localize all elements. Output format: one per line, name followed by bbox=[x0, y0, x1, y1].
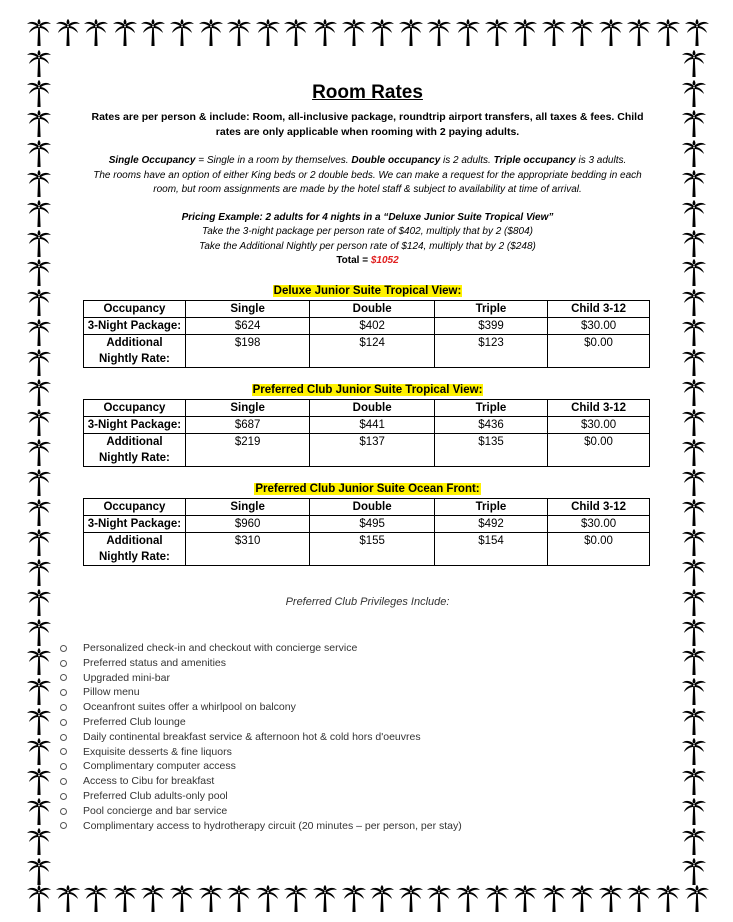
table-cell: $0.00 bbox=[548, 433, 650, 466]
palm-tree-icon bbox=[512, 885, 538, 913]
list-item bbox=[60, 656, 462, 671]
table-cell: $123 bbox=[434, 334, 547, 367]
privilege-text: Pillow menu bbox=[83, 686, 140, 699]
palm-tree-icon bbox=[398, 19, 424, 47]
column-header: Triple bbox=[434, 399, 547, 416]
row-label: Additional Nightly Rate: bbox=[84, 532, 186, 565]
palm-tree-icon bbox=[681, 798, 707, 826]
table-cell: $402 bbox=[310, 317, 435, 334]
palm-tree-icon bbox=[626, 885, 652, 913]
palm-tree-icon bbox=[626, 19, 652, 47]
palm-tree-icon bbox=[26, 798, 52, 826]
table-header-row bbox=[84, 399, 650, 416]
circle-bullet-icon bbox=[60, 748, 67, 755]
palm-tree-icon bbox=[26, 259, 52, 287]
palm-tree-icon bbox=[681, 678, 707, 706]
list-item bbox=[60, 700, 462, 715]
privilege-text: Complimentary computer access bbox=[83, 760, 236, 773]
row-label: Additional Nightly Rate: bbox=[84, 433, 186, 466]
palm-tree-icon bbox=[26, 648, 52, 676]
list-item bbox=[60, 819, 462, 834]
table-cell: $0.00 bbox=[548, 532, 650, 565]
column-header: Child 3-12 bbox=[548, 498, 650, 515]
palm-tree-icon bbox=[26, 170, 52, 198]
palm-tree-icon bbox=[455, 885, 481, 913]
palm-tree-icon bbox=[569, 19, 595, 47]
palm-tree-icon bbox=[369, 885, 395, 913]
palm-tree-icon bbox=[140, 885, 166, 913]
table-cell: $219 bbox=[185, 433, 310, 466]
table-header-row bbox=[84, 498, 650, 515]
palm-tree-icon bbox=[655, 19, 681, 47]
column-header: Triple bbox=[434, 300, 547, 317]
pricing-example-line-2: Take the Additional Nightly per person rate of $124, multiply that by 2 ($248) bbox=[199, 240, 536, 252]
row-label: 3-Night Package: bbox=[84, 317, 186, 334]
table-cell: $30.00 bbox=[548, 416, 650, 433]
column-header: Child 3-12 bbox=[548, 399, 650, 416]
circle-bullet-icon bbox=[60, 660, 67, 667]
palm-tree-icon bbox=[83, 19, 109, 47]
palm-tree-icon bbox=[26, 559, 52, 587]
palm-tree-icon bbox=[541, 885, 567, 913]
palm-tree-icon bbox=[283, 885, 309, 913]
palm-tree-icon bbox=[226, 885, 252, 913]
palm-tree-icon bbox=[681, 469, 707, 497]
circle-bullet-icon bbox=[60, 674, 67, 681]
palm-tree-icon bbox=[341, 885, 367, 913]
triple-occupancy-text: is 3 adults. bbox=[575, 155, 627, 166]
suite-title bbox=[80, 479, 655, 497]
palm-tree-icon bbox=[455, 19, 481, 47]
privileges-list bbox=[60, 641, 462, 833]
privilege-text: Pool concierge and bar service bbox=[83, 804, 228, 817]
palm-tree-icon bbox=[681, 110, 707, 138]
column-header: Single bbox=[185, 498, 310, 515]
column-header: Triple bbox=[434, 498, 547, 515]
palm-tree-icon bbox=[681, 349, 707, 377]
palm-tree-icon bbox=[26, 858, 52, 886]
pricing-example-total bbox=[336, 255, 398, 266]
column-header: Occupancy bbox=[84, 399, 186, 416]
table-cell: $30.00 bbox=[548, 515, 650, 532]
privilege-text: Daily continental breakfast service & afternoon hot & cold hors d'oeuvres bbox=[83, 730, 421, 743]
palm-tree-icon bbox=[398, 885, 424, 913]
palm-tree-icon bbox=[681, 648, 707, 676]
list-item bbox=[60, 745, 462, 760]
table-header-row bbox=[84, 300, 650, 317]
suite-title bbox=[80, 380, 655, 398]
column-header: Double bbox=[310, 498, 435, 515]
privileges-title: Preferred Club Privileges Include: bbox=[285, 595, 450, 608]
list-item bbox=[60, 671, 462, 686]
table-row bbox=[84, 532, 650, 565]
table-cell: $154 bbox=[434, 532, 547, 565]
list-item bbox=[60, 759, 462, 774]
palm-tree-icon bbox=[255, 19, 281, 47]
palm-tree-icon bbox=[26, 50, 52, 78]
palm-tree-icon bbox=[684, 885, 710, 913]
circle-bullet-icon bbox=[60, 808, 67, 815]
rate-table bbox=[83, 498, 650, 566]
total-label: Total = bbox=[336, 255, 371, 266]
privilege-text: Access to Cibu for breakfast bbox=[83, 775, 215, 788]
column-header: Single bbox=[185, 300, 310, 317]
privilege-text: Exquisite desserts & fine liquors bbox=[83, 745, 232, 758]
table-cell: $137 bbox=[310, 433, 435, 466]
palm-tree-icon bbox=[681, 439, 707, 467]
circle-bullet-icon bbox=[60, 645, 67, 652]
palm-tree-icon bbox=[681, 50, 707, 78]
palm-tree-icon bbox=[26, 619, 52, 647]
palm-tree-icon bbox=[26, 379, 52, 407]
page-title: Room Rates bbox=[312, 82, 423, 103]
suite-title-text: Preferred Club Junior Suite Tropical View: bbox=[252, 383, 483, 396]
column-header: Occupancy bbox=[84, 498, 186, 515]
palm-tree-icon bbox=[681, 80, 707, 108]
suite-title bbox=[80, 281, 655, 299]
table-cell: $441 bbox=[310, 416, 435, 433]
palm-tree-icon bbox=[426, 19, 452, 47]
list-item bbox=[60, 685, 462, 700]
circle-bullet-icon bbox=[60, 763, 67, 770]
palm-tree-icon bbox=[83, 885, 109, 913]
palm-tree-icon bbox=[681, 140, 707, 168]
row-label: Additional Nightly Rate: bbox=[84, 334, 186, 367]
table-row bbox=[84, 317, 650, 334]
list-item bbox=[60, 789, 462, 804]
palm-tree-icon bbox=[681, 858, 707, 886]
suite-rate-tables bbox=[80, 281, 655, 566]
list-item bbox=[60, 715, 462, 730]
table-cell: $687 bbox=[185, 416, 310, 433]
row-label: 3-Night Package: bbox=[84, 416, 186, 433]
suite-title-text: Deluxe Junior Suite Tropical View: bbox=[273, 284, 462, 297]
palm-tree-icon bbox=[55, 19, 81, 47]
single-occupancy-label: Single Occupancy bbox=[108, 155, 196, 166]
palm-tree-icon bbox=[55, 885, 81, 913]
palm-tree-icon bbox=[26, 708, 52, 736]
circle-bullet-icon bbox=[60, 719, 67, 726]
palm-tree-icon bbox=[169, 19, 195, 47]
rate-table bbox=[83, 399, 650, 467]
palm-tree-icon bbox=[283, 19, 309, 47]
palm-tree-icon bbox=[426, 885, 452, 913]
table-row bbox=[84, 416, 650, 433]
palm-tree-icon bbox=[26, 319, 52, 347]
list-item bbox=[60, 641, 462, 656]
list-item bbox=[60, 730, 462, 745]
circle-bullet-icon bbox=[60, 778, 67, 785]
palm-tree-icon bbox=[681, 589, 707, 617]
palm-tree-icon bbox=[198, 19, 224, 47]
row-label: 3-Night Package: bbox=[84, 515, 186, 532]
column-header: Double bbox=[310, 300, 435, 317]
palm-tree-icon bbox=[26, 678, 52, 706]
palm-tree-icon bbox=[681, 619, 707, 647]
palm-tree-icon bbox=[681, 200, 707, 228]
privilege-text: Oceanfront suites offer a whirlpool on balcony bbox=[83, 701, 296, 714]
palm-tree-icon bbox=[681, 230, 707, 258]
table-cell: $399 bbox=[434, 317, 547, 334]
triple-occupancy-label: Triple occupancy bbox=[493, 155, 576, 166]
table-cell: $124 bbox=[310, 334, 435, 367]
palm-tree-icon bbox=[255, 885, 281, 913]
palm-tree-icon bbox=[312, 885, 338, 913]
palm-tree-icon bbox=[681, 319, 707, 347]
rate-table bbox=[83, 300, 650, 368]
palm-tree-icon bbox=[26, 768, 52, 796]
double-occupancy-label: Double occupancy bbox=[351, 155, 441, 166]
palm-tree-icon bbox=[26, 349, 52, 377]
table-cell: $198 bbox=[185, 334, 310, 367]
palm-tree-icon bbox=[140, 19, 166, 47]
palm-tree-icon bbox=[341, 19, 367, 47]
column-header: Double bbox=[310, 399, 435, 416]
palm-tree-icon bbox=[681, 529, 707, 557]
palm-tree-icon bbox=[112, 19, 138, 47]
table-cell: $960 bbox=[185, 515, 310, 532]
single-occupancy-text: = Single in a room by themselves. bbox=[195, 155, 352, 166]
palm-tree-icon bbox=[26, 469, 52, 497]
palm-tree-icon bbox=[681, 379, 707, 407]
circle-bullet-icon bbox=[60, 822, 67, 829]
palm-tree-icon bbox=[681, 170, 707, 198]
rates-intro: Rates are per person & include: Room, all-inclusive package, roundtrip airport transfers, all taxes & fees. Child rates are only applicable when rooming with 2 paying adults. bbox=[91, 111, 644, 138]
list-item bbox=[60, 804, 462, 819]
palm-tree-icon bbox=[512, 19, 538, 47]
palm-tree-icon bbox=[684, 19, 710, 47]
palm-tree-icon bbox=[26, 885, 52, 913]
table-cell: $155 bbox=[310, 532, 435, 565]
privilege-text: Preferred status and amenities bbox=[83, 656, 226, 669]
suite-title-text: Preferred Club Junior Suite Ocean Front: bbox=[255, 482, 480, 495]
palm-tree-icon bbox=[198, 885, 224, 913]
palm-tree-icon bbox=[26, 110, 52, 138]
palm-tree-icon bbox=[26, 439, 52, 467]
circle-bullet-icon bbox=[60, 704, 67, 711]
palm-tree-icon bbox=[655, 885, 681, 913]
circle-bullet-icon bbox=[60, 793, 67, 800]
palm-tree-icon bbox=[541, 19, 567, 47]
palm-tree-icon bbox=[112, 885, 138, 913]
palm-border-bottom bbox=[26, 884, 710, 914]
palm-tree-icon bbox=[681, 768, 707, 796]
palm-tree-icon bbox=[681, 559, 707, 587]
pricing-example bbox=[80, 211, 655, 269]
palm-tree-icon bbox=[26, 529, 52, 557]
table-cell: $0.00 bbox=[548, 334, 650, 367]
palm-tree-icon bbox=[681, 708, 707, 736]
pricing-example-lead: Pricing Example: 2 adults for 4 nights in a “Deluxe Junior Suite Tropical View” bbox=[181, 211, 554, 223]
privilege-text: Personalized check-in and checkout with concierge service bbox=[83, 642, 358, 654]
table-cell: $624 bbox=[185, 317, 310, 334]
table-cell: $135 bbox=[434, 433, 547, 466]
palm-tree-icon bbox=[569, 885, 595, 913]
table-cell: $310 bbox=[185, 532, 310, 565]
privilege-text: Complimentary access to hydrotherapy circuit (20 minutes – per person, per stay) bbox=[83, 819, 462, 832]
palm-tree-icon bbox=[26, 589, 52, 617]
palm-border-top bbox=[26, 18, 710, 48]
palm-tree-icon bbox=[26, 289, 52, 317]
rate-sheet bbox=[80, 78, 655, 608]
palm-tree-icon bbox=[312, 19, 338, 47]
occupancy-definitions bbox=[80, 154, 655, 198]
palm-tree-icon bbox=[26, 499, 52, 527]
palm-tree-icon bbox=[369, 19, 395, 47]
palm-tree-icon bbox=[26, 200, 52, 228]
column-header: Single bbox=[185, 399, 310, 416]
pricing-example-line-1: Take the 3-night package per person rate of $402, multiply that by 2 ($804) bbox=[202, 226, 533, 237]
palm-tree-icon bbox=[598, 885, 624, 913]
table-cell: $30.00 bbox=[548, 317, 650, 334]
bedding-note: The rooms have an option of either King beds or 2 double beds. We can make a request for the appropriate bedding in each room, but room assignments are made by the hotel staff & subject to availability at time of arrival. bbox=[93, 169, 642, 195]
palm-tree-icon bbox=[26, 80, 52, 108]
palm-tree-icon bbox=[484, 885, 510, 913]
palm-tree-icon bbox=[681, 409, 707, 437]
palm-tree-icon bbox=[26, 140, 52, 168]
table-cell: $492 bbox=[434, 515, 547, 532]
palm-tree-icon bbox=[681, 259, 707, 287]
privilege-text: Upgraded mini-bar bbox=[83, 671, 170, 684]
circle-bullet-icon bbox=[60, 689, 67, 696]
double-occupancy-text: is 2 adults. bbox=[440, 155, 494, 166]
palm-tree-icon bbox=[681, 499, 707, 527]
palm-tree-icon bbox=[226, 19, 252, 47]
palm-tree-icon bbox=[681, 738, 707, 766]
column-header: Child 3-12 bbox=[548, 300, 650, 317]
palm-border-right bbox=[679, 50, 709, 886]
palm-tree-icon bbox=[26, 19, 52, 47]
table-cell: $436 bbox=[434, 416, 547, 433]
table-row bbox=[84, 433, 650, 466]
table-row bbox=[84, 515, 650, 532]
palm-tree-icon bbox=[26, 230, 52, 258]
palm-tree-icon bbox=[26, 738, 52, 766]
palm-tree-icon bbox=[681, 289, 707, 317]
total-value: $1052 bbox=[370, 255, 399, 266]
palm-tree-icon bbox=[169, 885, 195, 913]
palm-tree-icon bbox=[26, 409, 52, 437]
palm-tree-icon bbox=[598, 19, 624, 47]
table-row bbox=[84, 334, 650, 367]
palm-tree-icon bbox=[26, 828, 52, 856]
palm-border-left bbox=[24, 50, 54, 886]
column-header: Occupancy bbox=[84, 300, 186, 317]
privilege-text: Preferred Club lounge bbox=[83, 715, 186, 728]
list-item bbox=[60, 774, 462, 789]
table-cell: $495 bbox=[310, 515, 435, 532]
circle-bullet-icon bbox=[60, 734, 67, 741]
palm-tree-icon bbox=[484, 19, 510, 47]
palm-tree-icon bbox=[681, 828, 707, 856]
privilege-text: Preferred Club adults-only pool bbox=[83, 789, 228, 802]
